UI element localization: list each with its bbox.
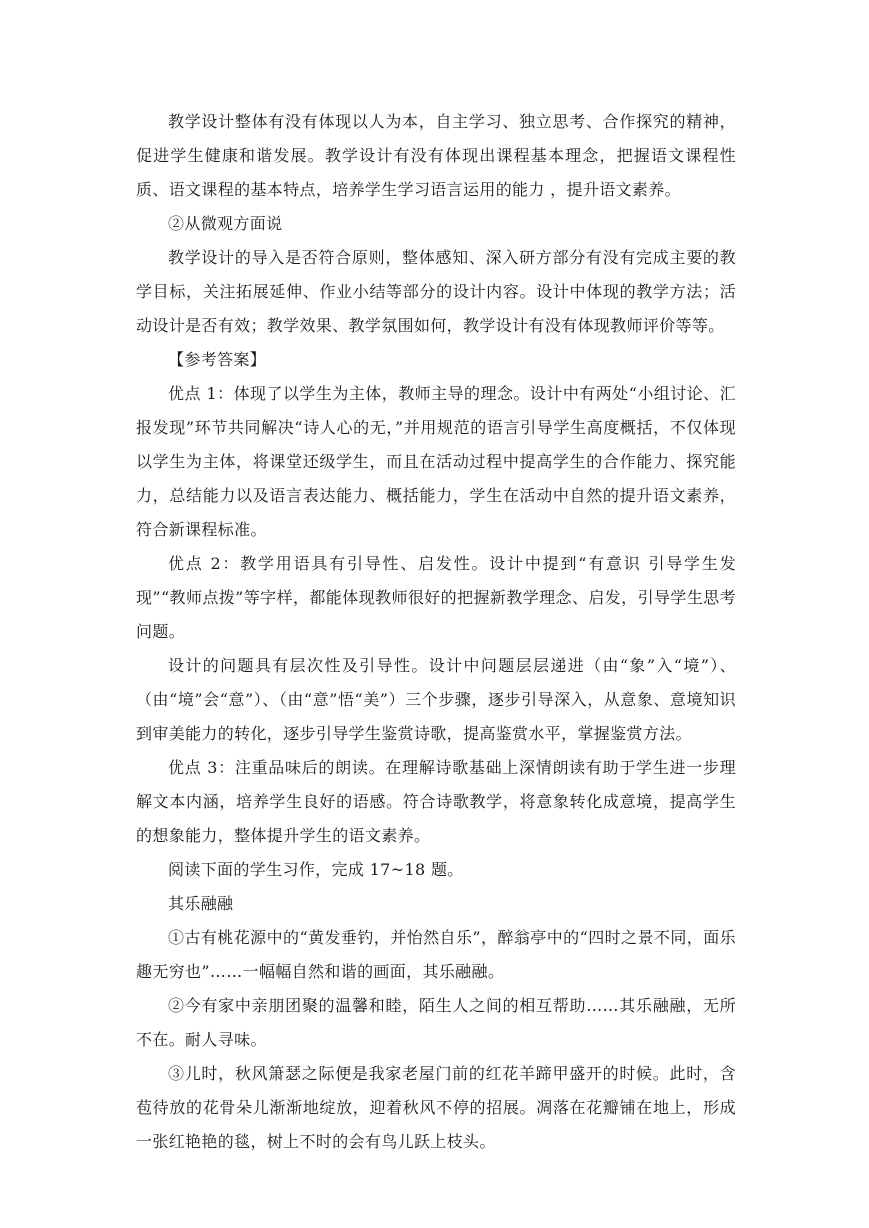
- paragraph-merit-3: 优点 3：注重品味后的朗读。在理解诗歌基础上深情朗读有助于学生进一步理解文本内涵，培养学生良好的语感。符合诗歌教学，将意象转化成意境，提高学生的想象能力，整体提升学生的语文素养。: [136, 758, 736, 845]
- essay-paragraph-1: ①古有桃花源中的“黄发垂钓，并怡然自乐”，醉翁亭中的“四时之景不同，面乐趣无穷也”……一幅幅自然和谐的画面，其乐融融。: [136, 928, 736, 981]
- heading-micro-aspect: ②从微观方面说: [168, 214, 283, 233]
- heading-reference-answer: 【参考答案】: [168, 350, 267, 369]
- paragraph-question-levels: 设计的问题具有层次性及引导性。设计中问题层层递进（由“象”入“境”）、（由“境”会“意”）、（由“意”悟“美”）三个步骤，逐步引导深入，从意象、意境知识到审美能力的转化，逐步引导学生鉴赏诗歌，提高鉴赏水平，掌握鉴赏方法。: [136, 656, 736, 743]
- paragraph-merit-2: 优点 2：教学用语具有引导性、启发性。设计中提到“有意识 引导学生发现”“教师点拨”等字样，都能体现教师很好的把握新教学理念、启发，引导学生思考问题。: [136, 554, 736, 641]
- paragraph-design-micro: 教学设计的导入是否符合原则，整体感知、深入研方部分有没有完成主要的教学目标，关注拓展延伸、作业小结等部分的设计内容。设计中体现的教学方法；活动设计是否有效；教学效果、教学氛围如何，教学设计有没有体现教师评价等等。: [136, 248, 736, 335]
- essay-title: 其乐融融: [168, 894, 234, 913]
- paragraph-reading-instruction: 阅读下面的学生习作，完成 17~18 题。: [168, 860, 464, 879]
- paragraph-design-overall: 教学设计整体有没有体现以人为本，自主学习、独立思考、合作探究的精神，促进学生健康和谐发展。教学设计有没有体现出课程基本理念，把握语文课程性质、语文课程的基本特点，培养学生学习语言运用的能力 ，提升语文素养。: [136, 112, 736, 199]
- essay-paragraph-2: ②今有家中亲朋团聚的温馨和睦，陌生人之间的相互帮助……其乐融融，无所不在。耐人寻味。: [136, 996, 736, 1049]
- document-body: [136, 105, 736, 1159]
- essay-paragraph-3: ③儿时，秋风箫瑟之际便是我家老屋门前的红花羊蹄甲盛开的时候。此时，含苞待放的花骨朵儿渐渐地绽放，迎着秋风不停的招展。凋落在花瓣铺在地上，形成一张红艳艳的毯，树上不时的会有鸟儿跃上枝头。: [136, 1064, 736, 1151]
- paragraph-merit-1: 优点 1：体现了以学生为主体，教师主导的理念。设计中有两处“小组讨论、汇报发现”环节共同解决“诗人心的无，”并用规范的语言引导学生高度概括，不仅体现以学生为主体，将课堂还级学生，而且在活动过程中提高学生的合作能力、探究能力，总结能力以及语言表达能力、概括能力，学生在活动中自然的提升语文素养，符合新课程标准。: [136, 384, 736, 539]
